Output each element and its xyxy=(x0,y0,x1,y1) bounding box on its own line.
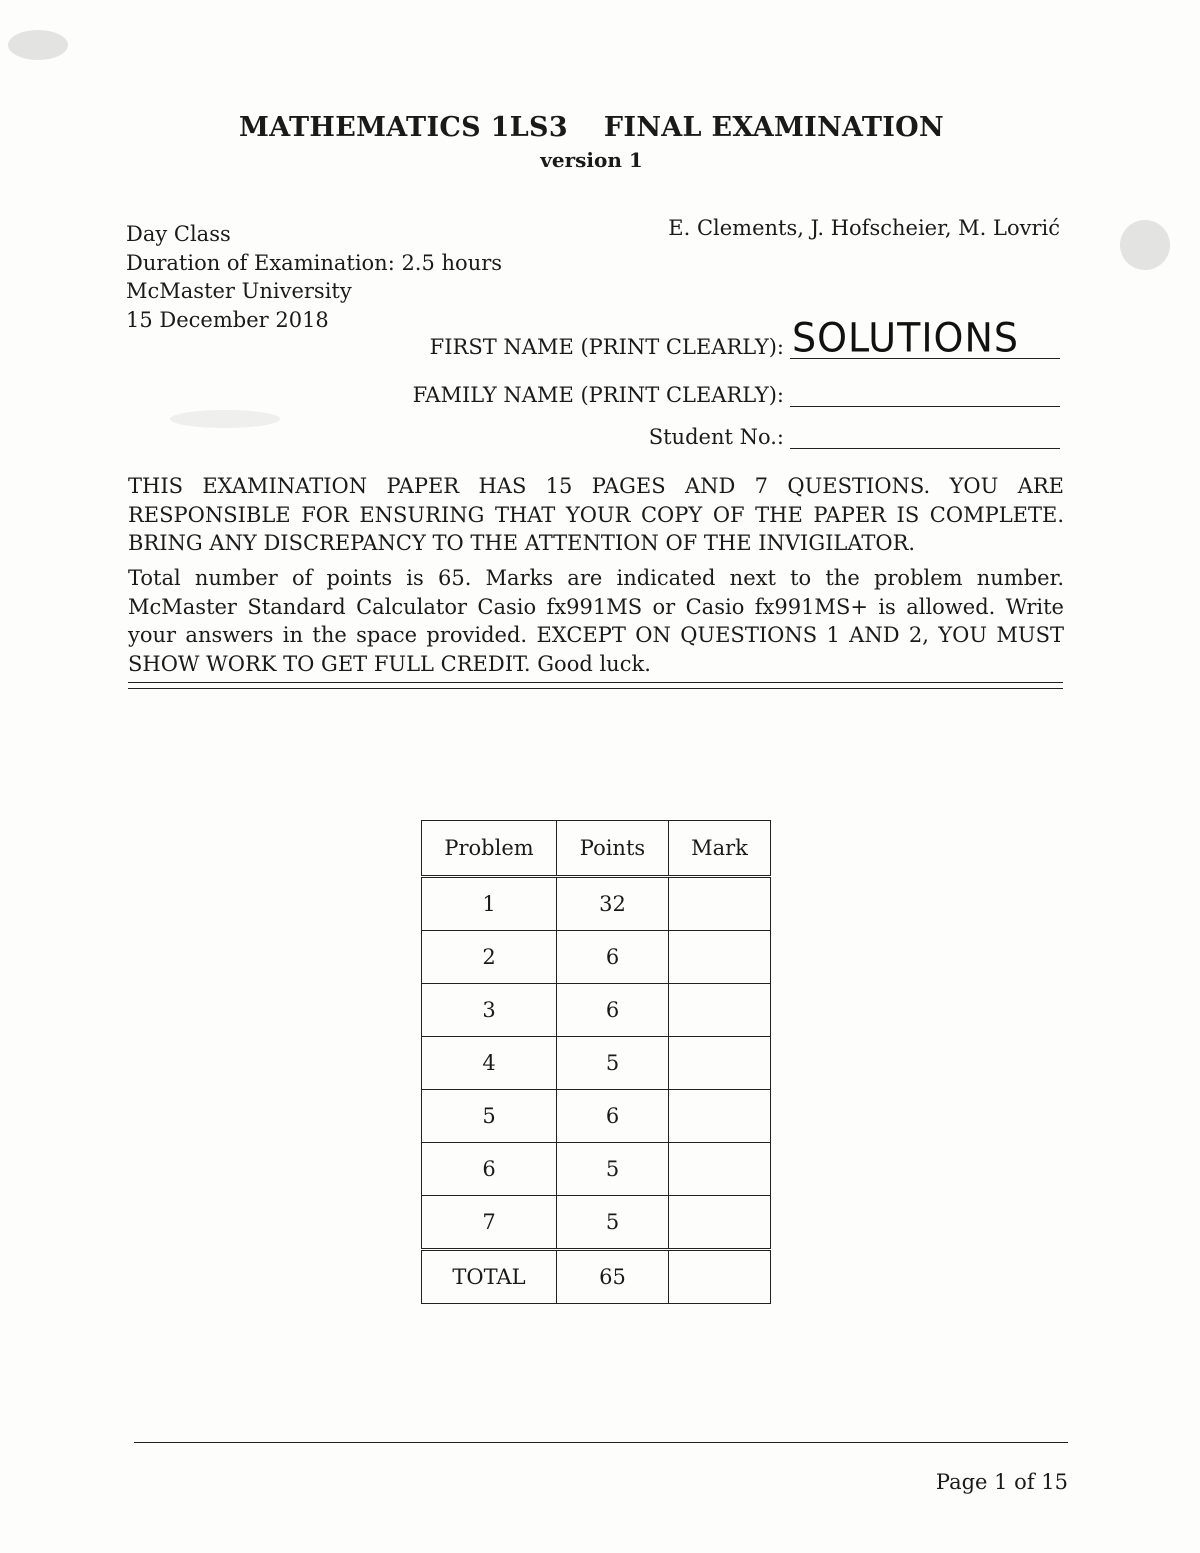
table-row xyxy=(422,931,771,984)
section-divider xyxy=(128,682,1063,689)
class-type: Day Class xyxy=(126,222,231,246)
exam-name: FINAL EXAMINATION xyxy=(603,112,944,143)
family-name-field[interactable] xyxy=(790,380,1060,407)
total-label: TOTAL xyxy=(422,1250,557,1304)
mark-cell[interactable] xyxy=(669,1196,771,1250)
student-no-label: Student No.: xyxy=(648,425,784,449)
problem-cell: 7 xyxy=(422,1196,557,1250)
table-row xyxy=(422,1090,771,1143)
problem-cell: 5 xyxy=(422,1090,557,1143)
family-name-label: FAMILY NAME (PRINT CLEARLY): xyxy=(412,383,784,407)
points-cell: 32 xyxy=(557,877,669,931)
table-row xyxy=(422,1037,771,1090)
exam-duration: Duration of Examination: 2.5 hours xyxy=(126,250,503,275)
points-cell: 6 xyxy=(557,931,669,984)
points-cell: 5 xyxy=(557,1196,669,1250)
mark-cell[interactable] xyxy=(669,984,771,1037)
points-cell: 5 xyxy=(557,1037,669,1090)
exam-instructions: Total number of points is 65. Marks are indicated next to the problem number. McMaster Standard Calculator Casio fx991MS or Casio fx991MS+ is allowed. Write your answers in the space provided. EXCEPT ON QUESTIONS 1 AND 2, YOU MUST SHOW WORK TO GET FULL CREDIT. Good luck. xyxy=(128,566,1064,676)
header-problem: Problem xyxy=(422,821,557,877)
course-code: MATHEMATICS 1LS3 xyxy=(239,112,568,143)
exam-meta xyxy=(126,220,502,334)
scan-noise xyxy=(8,30,68,60)
header-mark: Mark xyxy=(669,821,771,877)
table-row xyxy=(422,1196,771,1250)
marks-table xyxy=(421,820,771,1304)
table-row xyxy=(422,984,771,1037)
problem-cell: 4 xyxy=(422,1037,557,1090)
total-points: 65 xyxy=(557,1250,669,1304)
points-cell: 6 xyxy=(557,984,669,1037)
first-name-field[interactable] xyxy=(790,314,1060,362)
points-cell: 5 xyxy=(557,1143,669,1196)
scan-noise xyxy=(170,410,280,428)
header-points: Points xyxy=(557,821,669,877)
footer-divider xyxy=(134,1442,1068,1443)
family-name-row xyxy=(413,380,1060,407)
mark-cell[interactable] xyxy=(669,1090,771,1143)
exam-title xyxy=(0,112,1183,143)
first-name-row xyxy=(429,314,1060,362)
table-header-row xyxy=(422,821,771,877)
instructors: E. Clements, J. Hofscheier, M. Lovrić xyxy=(668,216,1060,240)
scan-noise xyxy=(1120,220,1170,270)
mark-cell[interactable] xyxy=(669,1037,771,1090)
first-name-handwritten: SOLUTIONS xyxy=(792,314,1019,362)
exam-date: 15 December 2018 xyxy=(126,307,329,332)
problem-cell: 2 xyxy=(422,931,557,984)
table-row xyxy=(422,1143,771,1196)
mark-cell[interactable] xyxy=(669,931,771,984)
problem-cell: 3 xyxy=(422,984,557,1037)
problem-cell: 1 xyxy=(422,877,557,931)
student-no-row xyxy=(649,422,1060,449)
problem-cell: 6 xyxy=(422,1143,557,1196)
exam-version: version 1 xyxy=(540,148,643,172)
mark-cell[interactable] xyxy=(669,877,771,931)
table-row xyxy=(422,877,771,931)
page-number: Page 1 of 15 xyxy=(935,1470,1068,1494)
student-no-field[interactable] xyxy=(790,422,1060,449)
first-name-label: FIRST NAME (PRINT CLEARLY): xyxy=(429,335,784,359)
mark-cell[interactable] xyxy=(669,1143,771,1196)
points-cell: 6 xyxy=(557,1090,669,1143)
exam-notice: THIS EXAMINATION PAPER HAS 15 PAGES AND 7 QUESTIONS. YOU ARE RESPONSIBLE FOR ENSURING THAT YOUR COPY OF THE PAPER IS COMPLETE. BRING ANY DISCREPANCY TO THE ATTENTION OF THE INVIGILATOR. xyxy=(128,474,1064,555)
table-total-row xyxy=(422,1250,771,1304)
total-mark-cell[interactable] xyxy=(669,1250,771,1304)
university-name: McMaster University xyxy=(126,279,352,303)
